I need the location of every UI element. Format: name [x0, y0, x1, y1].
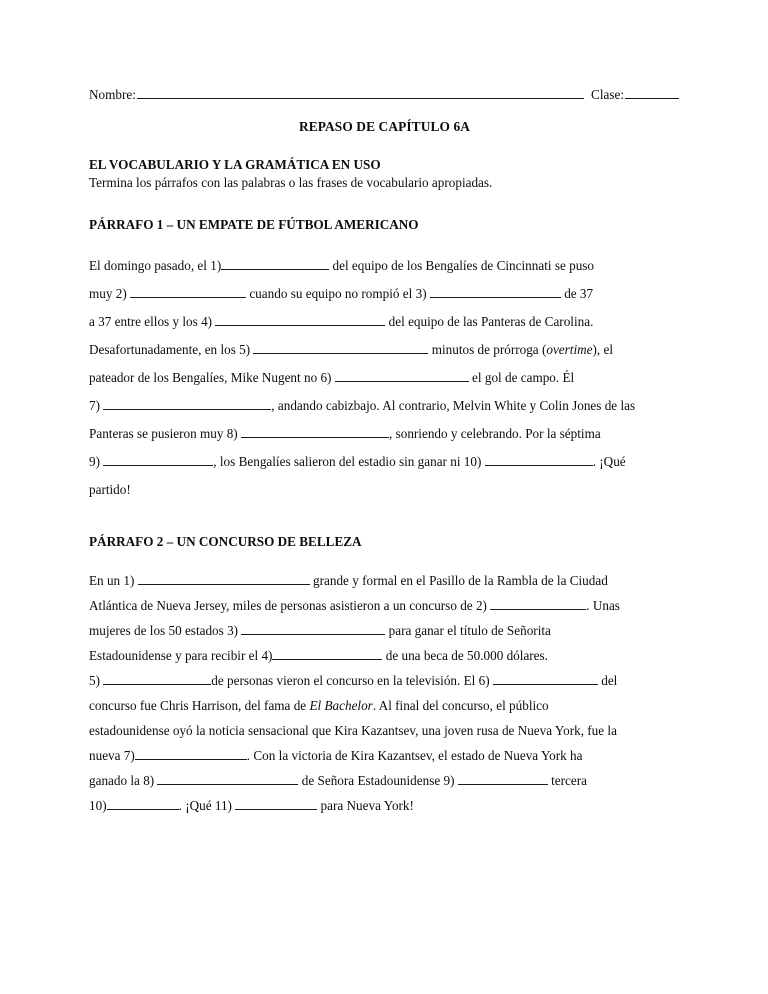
answer-blank[interactable] [103, 455, 213, 466]
text-run: nueva 7) [89, 748, 135, 763]
text-run: . Unas [586, 598, 620, 613]
text-line [89, 308, 680, 336]
text-run: del [597, 673, 618, 688]
text-run: el gol de campo. Él [468, 370, 575, 385]
text-line [89, 618, 680, 643]
paragraph-2-body [89, 568, 680, 818]
clase-blank-field[interactable] [625, 89, 679, 100]
text-line [89, 392, 680, 420]
answer-blank[interactable] [458, 774, 548, 785]
text-line [89, 718, 680, 743]
text-run: . Con la victoria de Kira Kazantsev, el estado de Nueva York ha [246, 748, 583, 763]
text-line [89, 668, 680, 693]
answer-blank[interactable] [103, 399, 271, 410]
answer-blank[interactable] [335, 371, 469, 382]
paragraph-1-heading: PÁRRAFO 1 – UN EMPATE DE FÚTBOL AMERICANO [89, 217, 419, 232]
text-run: muy 2) [89, 286, 131, 301]
text-run: Panteras se pusieron muy 8) [89, 426, 241, 441]
answer-blank[interactable] [107, 799, 179, 810]
text-run: de Señora Estadounidense 9) [298, 773, 458, 788]
text-run: . ¡Qué 11) [178, 798, 236, 813]
text-line [89, 593, 680, 618]
text-run: grande y formal en el Pasillo de la Rambla de la Ciudad [309, 573, 608, 588]
answer-blank[interactable] [485, 455, 593, 466]
answer-blank[interactable] [103, 674, 211, 685]
text-run: . ¡Qué [592, 454, 626, 469]
text-run: 9) [89, 454, 104, 469]
text-line [89, 793, 680, 818]
text-run: cuando su equipo no rompió el 3) [246, 286, 430, 301]
text-run: Desafortunadamente, en los 5) [89, 342, 254, 357]
text-line [89, 643, 680, 668]
italic-text: overtime [546, 342, 593, 357]
paragraph-2-heading: PÁRRAFO 2 – UN CONCURSO DE BELLEZA [89, 534, 362, 549]
text-run: del equipo de las Panteras de Carolina. [385, 314, 594, 329]
answer-blank[interactable] [490, 599, 586, 610]
text-run: 5) [89, 673, 104, 688]
section-heading: EL VOCABULARIO Y LA GRAMÁTICA EN USO [89, 157, 381, 172]
text-line [89, 476, 680, 504]
answer-blank[interactable] [253, 343, 428, 354]
text-run: , sonriendo y celebrando. Por la séptima [389, 426, 601, 441]
text-run: ganado la 8) [89, 773, 158, 788]
text-run: minutos de prórroga ( [428, 342, 547, 357]
answer-blank[interactable] [157, 774, 298, 785]
text-run: ), el [592, 342, 614, 357]
text-run: , los Bengalíes salieron del estadio sin ganar ni 10) [213, 454, 485, 469]
text-run: 7) [89, 398, 104, 413]
text-run: mujeres de los 50 estados 3) [89, 623, 242, 638]
page-title: REPASO DE CAPÍTULO 6A [298, 119, 471, 134]
answer-blank[interactable] [215, 315, 385, 326]
paragraph-1-body [89, 252, 680, 504]
text-run: pateador de los Bengalíes, Mike Nugent no 6) [89, 370, 335, 385]
answer-blank[interactable] [241, 624, 385, 635]
text-run: Estadounidense y para recibir el 4) [89, 648, 273, 663]
text-run: del equipo de los Bengalíes de Cincinnati se puso [329, 258, 595, 273]
answer-blank[interactable] [493, 674, 598, 685]
text-run: de una beca de 50.000 dólares. [382, 648, 548, 663]
text-line [89, 252, 680, 280]
text-line [89, 448, 680, 476]
text-run: estadounidense oyó la noticia sensacional que Kira Kazantsev, una joven rusa de Nueva York, fue la [89, 723, 617, 738]
nombre-label: Nombre: [89, 87, 136, 102]
text-run: Atlántica de Nueva Jersey, miles de personas asistieron a un concurso de 2) [89, 598, 491, 613]
text-run: , andando cabizbajo. Al contrario, Melvin White y Colin Jones de las [271, 398, 636, 413]
text-run: tercera [547, 773, 587, 788]
text-run: concurso fue Chris Harrison, del fama de [89, 698, 310, 713]
clase-label: Clase: [591, 87, 624, 102]
text-run: para Nueva York! [317, 798, 414, 813]
text-run: El domingo pasado, el 1) [89, 258, 222, 273]
text-run: 10) [89, 798, 107, 813]
answer-blank[interactable] [430, 287, 561, 298]
text-run: En un 1) [89, 573, 138, 588]
text-run: para ganar el título de Señorita [385, 623, 551, 638]
answer-blank[interactable] [221, 259, 329, 270]
text-line [89, 768, 680, 793]
text-run: a 37 entre ellos y los 4) [89, 314, 216, 329]
italic-text: El Bachelor [309, 698, 373, 713]
answer-blank[interactable] [138, 574, 310, 585]
text-line [89, 420, 680, 448]
answer-blank[interactable] [130, 287, 246, 298]
text-line [89, 336, 680, 364]
text-line [89, 743, 680, 768]
answer-blank[interactable] [235, 799, 317, 810]
section-instructions: Termina los párrafos con las palabras o las frases de vocabulario apropiadas. [89, 175, 493, 190]
answer-blank[interactable] [241, 427, 389, 438]
answer-blank[interactable] [135, 749, 247, 760]
answer-blank[interactable] [272, 649, 382, 660]
text-line [89, 364, 680, 392]
text-line [89, 693, 680, 718]
text-line [89, 280, 680, 308]
text-run: de personas vieron el concurso en la televisión. El 6) [211, 673, 493, 688]
text-run: partido! [89, 482, 131, 497]
text-run: de 37 [560, 286, 594, 301]
text-line [89, 568, 680, 593]
nombre-blank-field[interactable] [137, 89, 584, 100]
text-run: . Al final del concurso, el público [372, 698, 549, 713]
name-class-line [89, 86, 680, 103]
